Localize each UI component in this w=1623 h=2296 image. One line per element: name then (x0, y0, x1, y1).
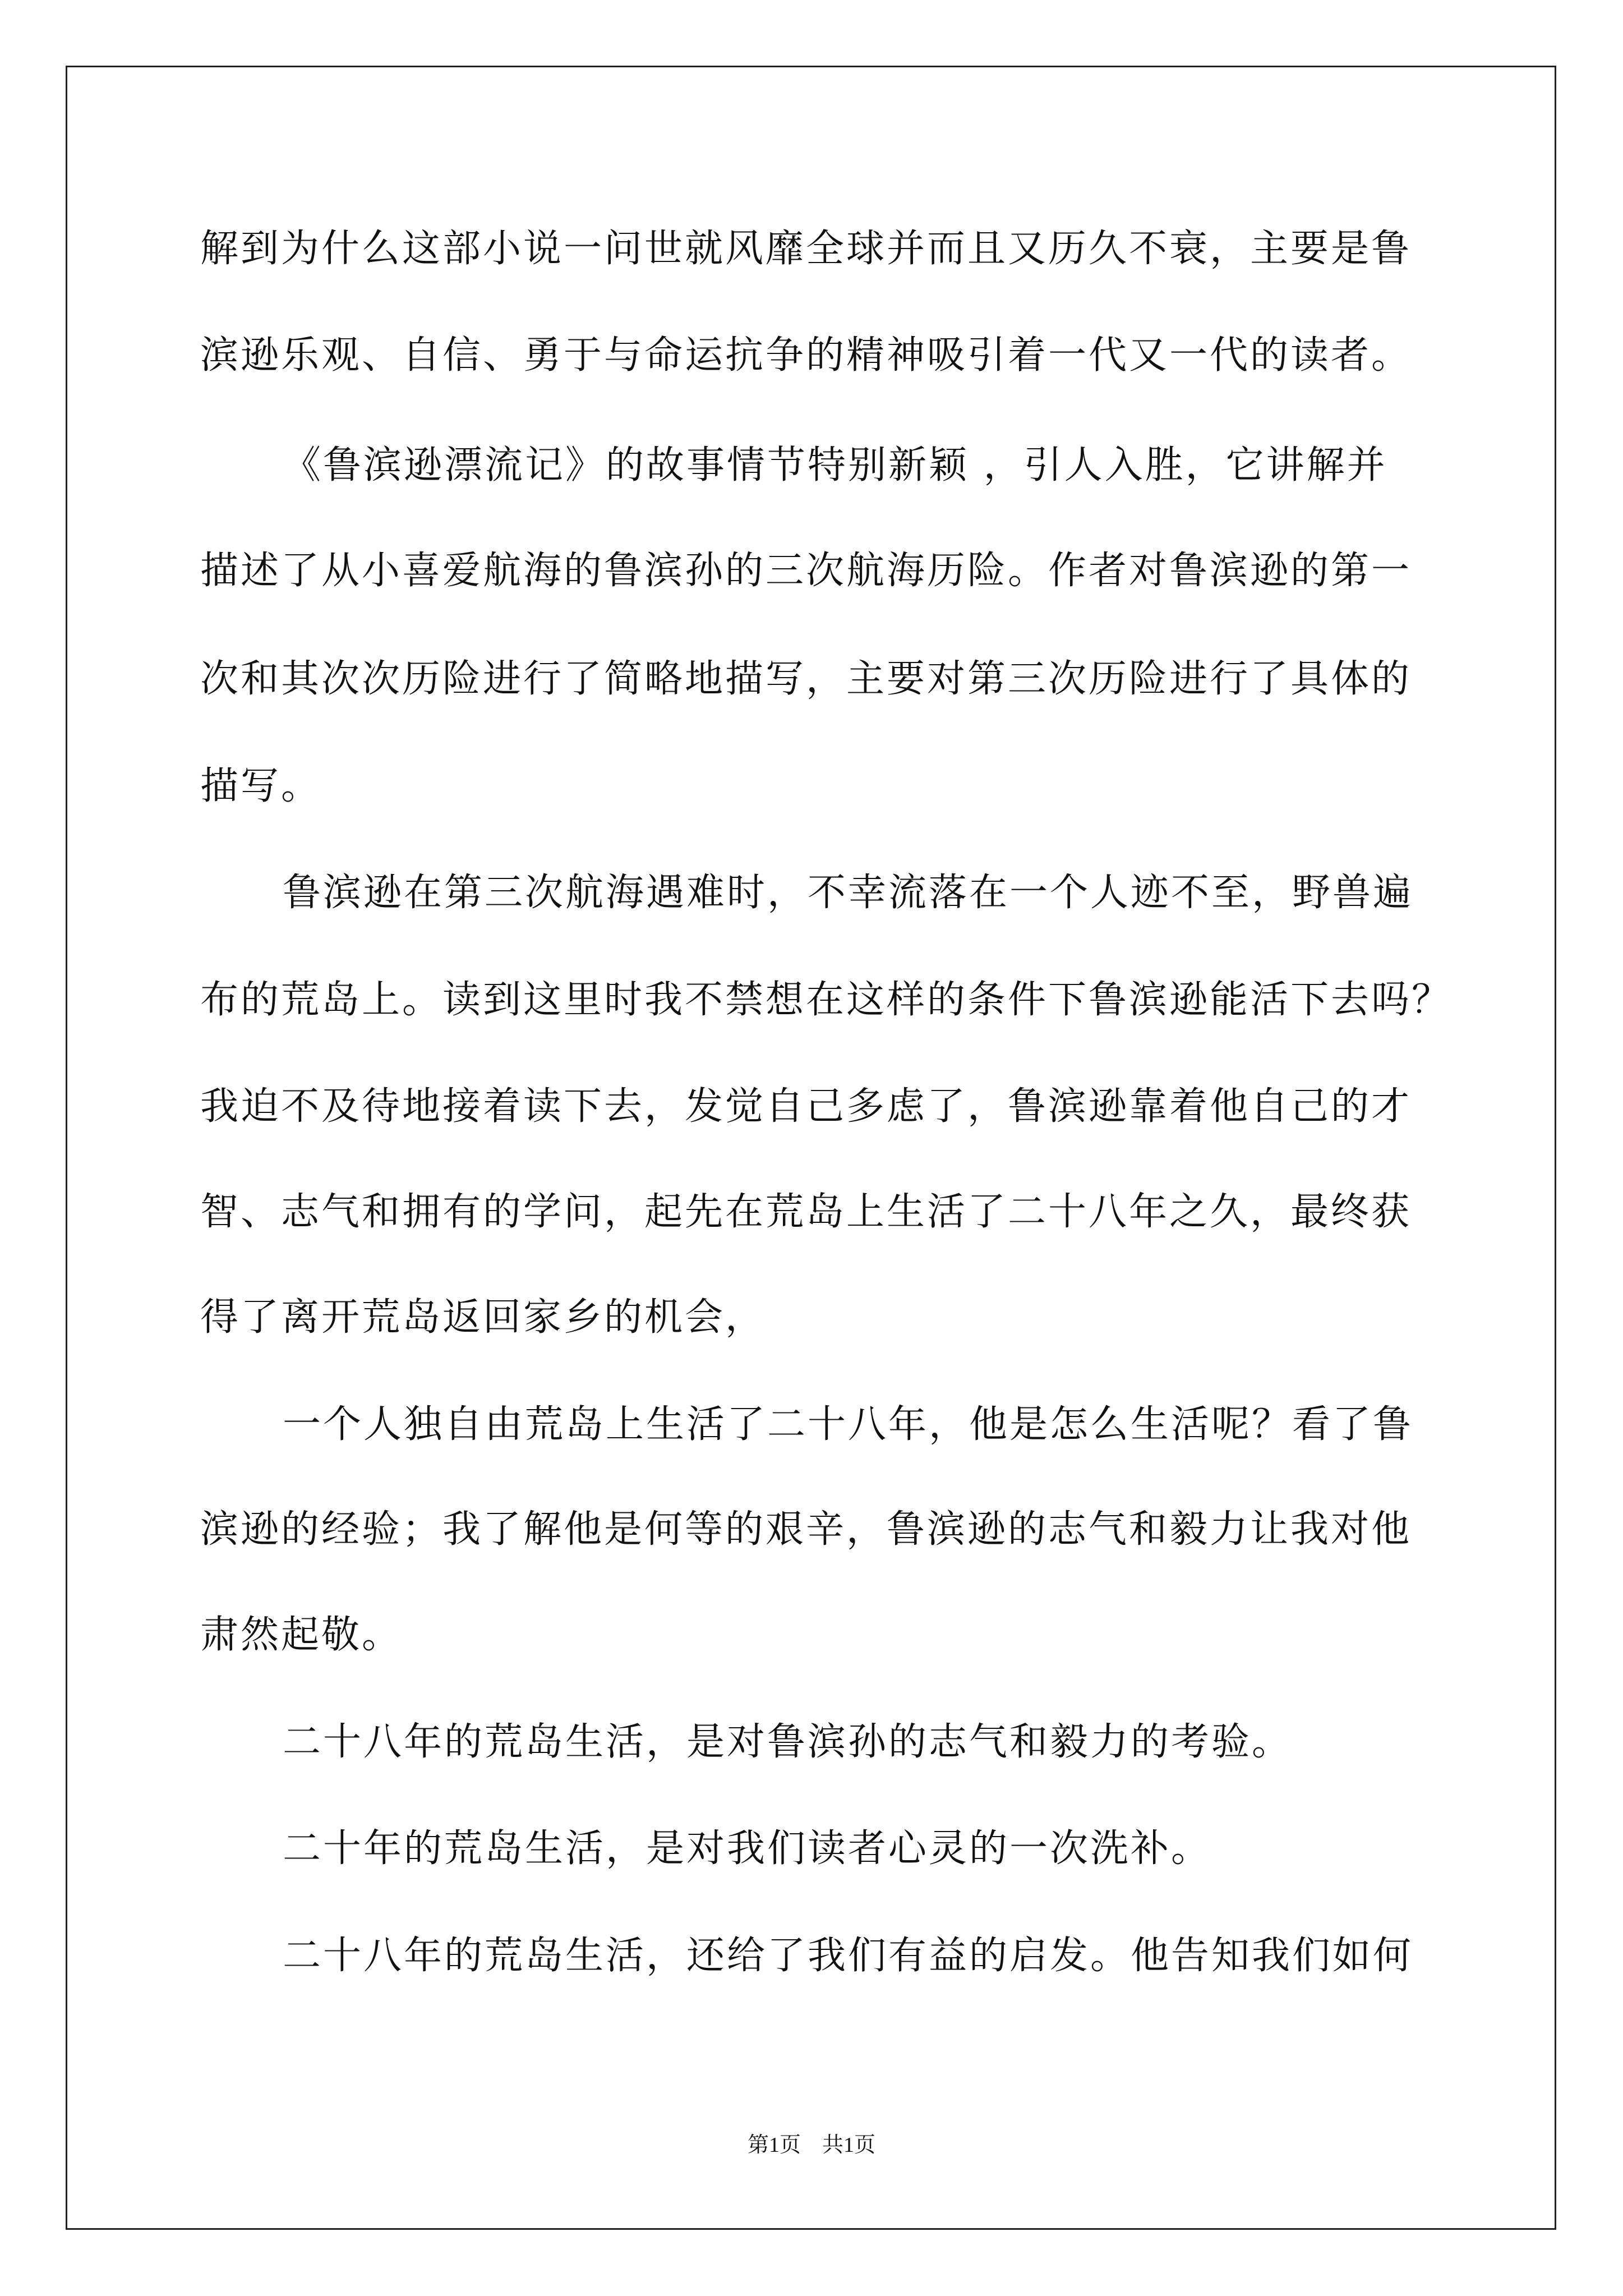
text-line: 《鲁滨逊漂流记》的故事情节特别新颖 ，引人入胜，它讲解并 (283, 443, 1387, 487)
page-footer: 第1页 共1页 (747, 2133, 875, 2157)
text-line: 我迫不及待地接着读下去，发觉自己多虑了，鲁滨逊靠着他自己的才 (200, 1084, 1412, 1129)
text-line: 滨逊乐观、自信、勇于与命运抗争的精神吸引着一代又一代的读者。 (200, 333, 1412, 378)
page-border (66, 66, 1556, 2230)
text-line: 一个人独自由荒岛上生活了二十八年，他是怎么生活呢？看了鲁 (283, 1402, 1414, 1447)
text-line: 得了离开荒岛返回家乡的机会， (200, 1295, 766, 1340)
text-line: 描写。 (200, 764, 322, 808)
text-line: 鲁滨逊在第三次航海遇难时，不幸流落在一个人迹不至，野兽遍 (283, 871, 1414, 915)
text-line: 滨逊的经验；我了解他是何等的艰辛，鲁滨逊的志气和毅力让我对他 (200, 1507, 1412, 1552)
text-line: 二十八年的荒岛生活，还给了我们有益的启发。他告知我们如何 (283, 1934, 1414, 1978)
text-line: 智、志气和拥有的学问，起先在荒岛上生活了二十八年之久，最终获 (200, 1190, 1412, 1234)
text-line: 二十八年的荒岛生活，是对鲁滨孙的志气和毅力的考验。 (283, 1720, 1293, 1764)
text-line: 肃然起敬。 (200, 1613, 403, 1657)
text-line: 解到为什么这部小说一问世就风靡全球并而且又历久不衰，主要是鲁 (200, 227, 1412, 271)
text-line: 次和其次次历险进行了简略地描写，主要对第三次历险进行了具体的 (200, 657, 1412, 701)
text-line: 描述了从小喜爱航海的鲁滨孙的三次航海历险。作者对鲁滨逊的第一 (200, 549, 1412, 593)
text-line: 二十年的荒岛生活，是对我们读者心灵的一次洗补。 (283, 1826, 1212, 1871)
text-line: 布的荒岛上。读到这里时我不禁想在这样的条件下鲁滨逊能活下去吗？ (200, 978, 1453, 1022)
